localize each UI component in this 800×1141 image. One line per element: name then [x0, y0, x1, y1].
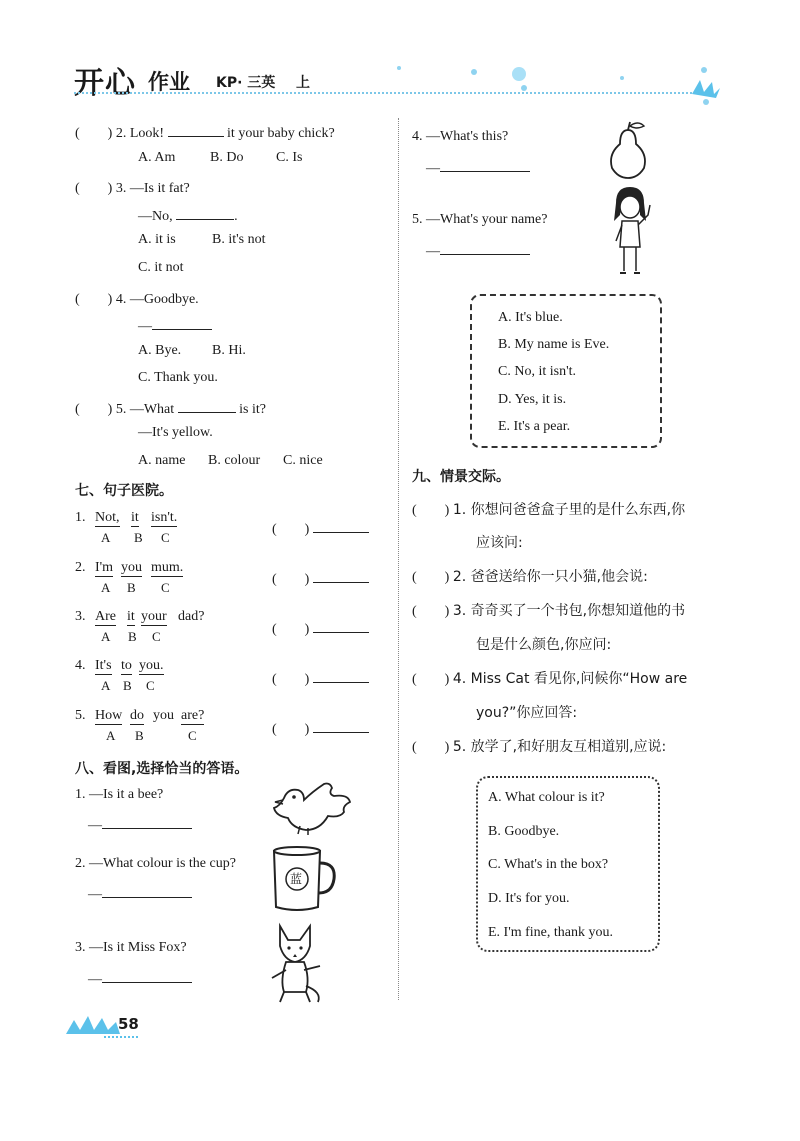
s8-q2: 2. —What colour is the cup?: [75, 856, 236, 871]
option: B. Goodbye.: [488, 824, 560, 839]
s9-item-4: [412, 668, 687, 688]
answer-blank[interactable]: [152, 315, 212, 330]
s8-options-box: [470, 294, 662, 448]
answer-blank[interactable]: [178, 398, 236, 413]
cup-color-label: 蓝: [290, 872, 303, 886]
s7-answer-4: [272, 668, 369, 688]
answer-blank[interactable]: [176, 205, 234, 220]
option: D. Yes, it is.: [498, 392, 567, 407]
answer-paren[interactable]: ( ): [412, 604, 450, 619]
item-number: 3.: [75, 609, 86, 624]
q6-3-options-row1: [138, 232, 265, 248]
answer-pre: —: [138, 319, 152, 334]
bird-icon: [270, 778, 352, 836]
letter-B: B: [127, 580, 136, 595]
footer-wave-decoration: [64, 1012, 122, 1036]
question-number: 2.: [115, 126, 127, 141]
answer-blank[interactable]: [313, 618, 369, 633]
option: C. No, it isn't.: [498, 364, 576, 379]
q6-2-options: [138, 150, 302, 166]
page-number: 58: [118, 1015, 139, 1033]
s7-answer-1: [272, 518, 369, 538]
item-number: 4.: [75, 658, 86, 673]
option: A. It's blue.: [498, 310, 563, 325]
column-divider: [398, 118, 399, 1000]
answer-paren[interactable]: ( ): [75, 181, 113, 196]
question-number: 5.: [115, 402, 127, 417]
question-post: it your baby chick?: [227, 126, 335, 141]
pear-icon: [606, 120, 650, 180]
answer-blank[interactable]: [102, 883, 192, 898]
answer-paren[interactable]: ( ): [272, 672, 310, 687]
s9-item-2: [412, 566, 648, 586]
option: C. Thank you.: [138, 370, 218, 385]
option: E. I'm fine, thank you.: [488, 925, 613, 940]
s7-item-1: [75, 510, 178, 545]
answer-dash: —: [426, 244, 440, 259]
word-B: it: [127, 609, 135, 624]
word-B: it: [131, 510, 139, 525]
letter-C: C: [146, 678, 155, 693]
answer-dash: —: [426, 161, 440, 176]
s7-answer-3: [272, 618, 369, 638]
word-B: do: [130, 708, 144, 723]
s9-item-3-cont: 包是什么颜色,你应问:: [476, 637, 612, 653]
answer-paren[interactable]: ( ): [412, 672, 450, 687]
header-title-sub: 作业: [148, 70, 190, 94]
option: A. Am: [138, 150, 176, 165]
question-text: —Goodbye.: [129, 292, 199, 307]
letter-C: C: [152, 629, 161, 644]
answer-blank[interactable]: [168, 122, 224, 137]
section9-title: 九、情景交际。: [412, 469, 510, 485]
option: A. What colour is it?: [488, 790, 605, 805]
s9-item-5: [412, 736, 666, 756]
answer-blank[interactable]: [313, 668, 369, 683]
q6-4-options-row2: [138, 370, 218, 386]
question-post: is it?: [239, 402, 266, 417]
s8-a2: [88, 883, 192, 903]
answer-blank[interactable]: [313, 718, 369, 733]
letter-A: A: [101, 629, 111, 644]
option: C. it not: [138, 260, 184, 275]
option: C. What's in the box?: [488, 857, 609, 872]
item-text: 3. 奇奇买了一个书包,你想知道他的书: [452, 603, 686, 619]
section7-title: 七、句子医院。: [75, 483, 173, 499]
s8-a3: [88, 968, 192, 988]
word-A: Are: [95, 609, 116, 624]
s7-item-2: [75, 560, 184, 595]
letter-B: B: [134, 530, 143, 545]
q6-5-answer: [138, 425, 213, 441]
s7-answer-5: [272, 718, 369, 738]
s7-item-5: [75, 708, 205, 743]
cup-illustration: [270, 845, 338, 915]
question-number: 4.: [115, 292, 127, 307]
option: B. Do: [210, 150, 244, 165]
word-plain: dad?: [178, 609, 205, 624]
item-number: 2.: [75, 560, 86, 575]
letter-A: A: [101, 530, 111, 545]
s8-a1: [88, 814, 192, 834]
word-C: you.: [139, 658, 164, 673]
answer-paren[interactable]: ( ): [272, 522, 310, 537]
answer-blank[interactable]: [102, 968, 192, 983]
s9-item-1-cont: 应该问:: [476, 535, 523, 551]
item-text: 5. 放学了,和好朋友互相道别,应说:: [452, 739, 667, 755]
word-C: are?: [181, 708, 205, 723]
page-header: [74, 58, 724, 102]
option: D. It's for you.: [488, 891, 570, 906]
question-pre: Look!: [129, 126, 165, 141]
header-volume: 上: [296, 75, 310, 91]
answer-blank[interactable]: [313, 518, 369, 533]
s7-answer-2: [272, 568, 369, 588]
letter-B: B: [135, 728, 144, 743]
answer-text: —It's yellow.: [138, 425, 213, 440]
answer-pre: —No,: [138, 209, 173, 224]
section8-title: 八、看图,选择恰当的答语。: [75, 761, 249, 777]
item-text: 2. 爸爸送给你一只小猫,他会说:: [452, 569, 648, 585]
q6-5: [75, 398, 266, 418]
q6-3: [75, 177, 190, 197]
s8-a5: [426, 240, 530, 260]
word-C: your: [141, 609, 167, 624]
letter-C: C: [161, 530, 170, 545]
option: C. Is: [276, 150, 303, 165]
girl-icon: [606, 185, 656, 280]
item-text: 4. Miss Cat 看见你,问候你“How are: [452, 671, 688, 687]
answer-blank[interactable]: [313, 568, 369, 583]
s7-item-3: [75, 609, 205, 644]
word-B: to: [121, 658, 132, 673]
option: A. Bye.: [138, 343, 182, 358]
cup-icon: [270, 845, 338, 915]
word-A: I'm: [95, 560, 114, 575]
letter-A: A: [106, 728, 116, 743]
q6-3-options-row2: [138, 260, 184, 276]
answer-paren[interactable]: ( ): [75, 292, 113, 307]
q6-3-answer: [138, 205, 238, 225]
question-pre: —What: [129, 402, 175, 417]
s8-q4: 4. —What's this?: [412, 129, 509, 144]
answer-paren[interactable]: ( ): [412, 740, 450, 755]
s8-a4: [426, 157, 530, 177]
header-bubbles-decoration: [374, 58, 724, 106]
s8-q5: 5. —What's your name?: [412, 212, 548, 227]
word-B: you: [121, 560, 142, 575]
item-number: 1.: [75, 510, 86, 525]
option: B. it's not: [212, 232, 266, 247]
q6-5-options: [138, 453, 323, 469]
s8-q1: 1. —Is it a bee?: [75, 787, 164, 802]
letter-A: A: [101, 678, 111, 693]
answer-blank[interactable]: [440, 157, 530, 172]
fox-icon: [266, 922, 326, 1004]
option: E. It's a pear.: [498, 419, 571, 434]
word-plain: you: [153, 708, 174, 723]
s9-item-1: [412, 499, 685, 519]
s8-q3: 3. —Is it Miss Fox?: [75, 940, 187, 955]
letter-C: C: [188, 728, 197, 743]
q6-4-answer: [138, 315, 212, 335]
word-A: How: [95, 708, 123, 723]
q6-4-options-row1: [138, 343, 246, 359]
answer-paren[interactable]: ( ): [75, 402, 113, 417]
option: B. My name is Eve.: [498, 337, 610, 352]
header-subtitle: KP· 三英: [216, 75, 276, 91]
header-title-main: 开心: [74, 66, 136, 101]
option: A. name: [138, 453, 186, 468]
option: C. nice: [283, 453, 323, 468]
footer-dotted-rule: [104, 1036, 138, 1038]
word-C: mum.: [151, 560, 184, 575]
option: A. it is: [138, 232, 176, 247]
option: B. colour: [208, 453, 261, 468]
word-A: It's: [95, 658, 112, 673]
letter-C: C: [161, 580, 170, 595]
letter-B: B: [128, 629, 137, 644]
question-text: —Is it fat?: [129, 181, 190, 196]
answer-blank[interactable]: [440, 240, 530, 255]
answer-paren[interactable]: ( ): [272, 622, 310, 637]
letter-B: B: [123, 678, 132, 693]
s9-item-3: [412, 600, 685, 620]
q6-2: [75, 122, 335, 142]
question-number: 3.: [115, 181, 127, 196]
answer-blank[interactable]: [102, 814, 192, 829]
item-text: 1. 你想问爸爸盒子里的是什么东西,你: [452, 502, 686, 518]
letter-A: A: [101, 580, 111, 595]
answer-dash: —: [88, 887, 102, 902]
item-number: 5.: [75, 708, 86, 723]
answer-paren[interactable]: ( ): [272, 572, 310, 587]
s9-item-4-cont: you?”你应回答:: [476, 705, 578, 721]
word-A: Not,: [95, 510, 120, 525]
s9-options-box: [476, 776, 660, 952]
answer-post: .: [234, 209, 238, 224]
answer-dash: —: [88, 818, 102, 833]
answer-dash: —: [88, 972, 102, 987]
q6-4: [75, 288, 199, 308]
s7-item-4: [75, 658, 164, 693]
answer-paren[interactable]: ( ): [412, 570, 450, 585]
answer-paren[interactable]: ( ): [412, 503, 450, 518]
answer-paren[interactable]: ( ): [75, 126, 113, 141]
word-C: isn't.: [151, 510, 178, 525]
answer-paren[interactable]: ( ): [272, 722, 310, 737]
option: B. Hi.: [212, 343, 246, 358]
